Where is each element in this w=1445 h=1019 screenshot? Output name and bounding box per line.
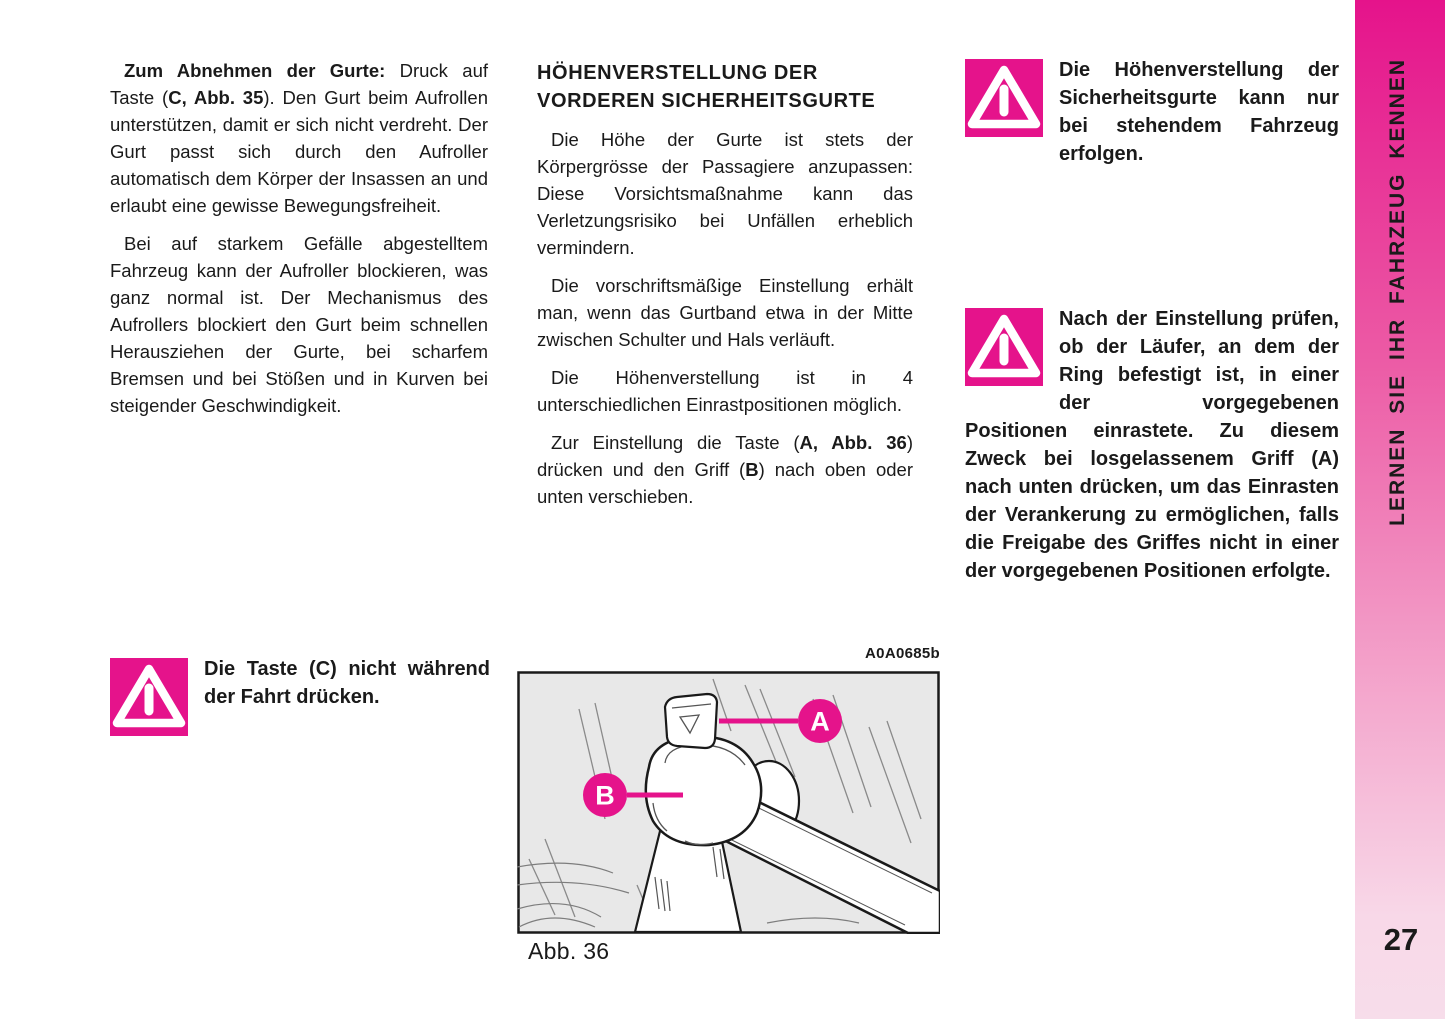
- paragraph-four-positions: Die Höhenverstellung ist in 4 unterschiedlichen Einrastpositionen möglich.: [537, 367, 913, 415]
- paragraph-belt-height: Die Höhe der Gurte ist stets der Körpergrösse der Passagiere anzupassen: Diese Vorsichtsmaßnahme kann das Verletzungsrisiko bei Unfällen erheblich vermindern.: [537, 129, 913, 258]
- warning-text: Die Höhenverstellung der Sicherheitsgurte kann nur bei stehendem Fahrzeug erfolgen.: [1059, 59, 1339, 165]
- figure-abb36: [517, 671, 940, 934]
- column1-body: [110, 57, 488, 430]
- seatbelt-adjuster-illustration: [517, 671, 940, 934]
- paragraph-remove-belts: Zum Abnehmen der Gurte: Druck auf Taste (C, Abb. 35). Den Gurt beim Aufrollen unterstützen, damit er sich nicht verdreht. Der Gurt passt sich durch den Aufroller automatisch dem Körper der Insassen an und erlaubt eine gewisse Bewegungsfreiheit.: [110, 60, 488, 216]
- callout-a-label: A: [810, 706, 830, 737]
- chapter-title-vertical: LERNEN SIE IHR FAHRZEUG KENNEN: [1386, 58, 1409, 526]
- warning-box-check-position: [965, 305, 1339, 585]
- paragraph-correct-adjustment: Die vorschriftsmäßige Einstellung erhält man, wenn das Gurtband etwa in der Mitte zwischen Schulter und Hals verläuft.: [537, 275, 913, 350]
- height-adjuster-handle: [646, 737, 761, 846]
- warning-box-standing-vehicle: [965, 56, 1339, 168]
- page-number: 27: [1383, 922, 1419, 957]
- release-button: [665, 694, 717, 748]
- warning-triangle-icon: [110, 658, 188, 736]
- figure-caption: Abb. 36: [528, 938, 610, 964]
- paragraph-adjust-instructions: Zur Einstellung die Taste (A, Abb. 36) drücken und den Griff (B) nach oben oder unten verschieben.: [537, 432, 913, 507]
- section-heading: HÖHENVERSTELLUNG DER VORDEREN SICHERHEITSGURTE: [537, 62, 876, 112]
- warning-triangle-icon: [965, 308, 1043, 386]
- warning-triangle-icon: [965, 59, 1043, 137]
- paragraph-retractor-lock: Bei auf starkem Gefälle abgestelltem Fahrzeug kann der Aufroller blockieren, was ganz normal ist. Der Mechanismus des Aufrollers blockiert den Gurt beim schnellen Herausziehen der Gurte, bei scharfem Bremsen und bei Stößen und in Kurven bei steigender Geschwindigkeit.: [110, 233, 488, 416]
- chapter-sidebar: [1355, 0, 1445, 1019]
- column2-body: [537, 59, 913, 521]
- warning-text: Die Taste (C) nicht während der Fahrt drücken.: [204, 658, 490, 708]
- callout-b-label: B: [595, 780, 615, 811]
- warning-text: Nach der Einstellung prüfen, ob der Läufer, an dem der Ring befestigt ist, in einer der vorgegebenen Positionen einrastete. Zu diesem Zweck bei losgelassenem Griff (A) nach unten drücken, um das Einrasten der Verankerung zu ermöglichen, falls die Freigabe des Griffes nicht in einer der vorgegebenen Positionen erfolgte.: [965, 308, 1339, 582]
- warning-box-button-c: [110, 655, 490, 742]
- figure-reference-code: A0A0685b: [865, 645, 940, 662]
